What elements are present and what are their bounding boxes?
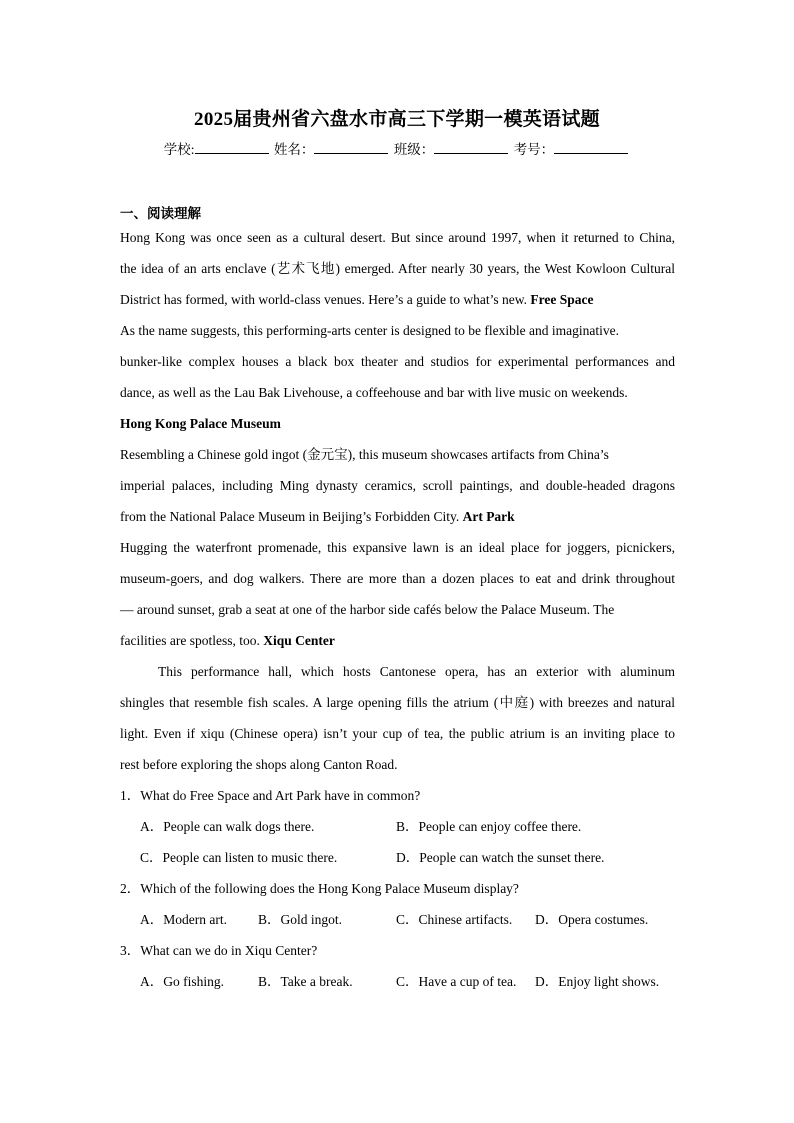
passage-line: Hugging the waterfront promenade, this expansive lawn is an ideal place for joggers, picnickers, (120, 540, 675, 555)
question-stem: 2．Which of the following does the Hong Kong Palace Museum display? (120, 881, 519, 896)
option-a[interactable]: A．People can walk dogs there. (140, 819, 315, 834)
passage-line: bunker-like complex houses a black box theater and studios for experimental performances and (120, 354, 675, 369)
option-row (120, 966, 675, 997)
passage-line: imperial palaces, including Ming dynasty ceramics, scroll paintings, and double-headed dragons (120, 478, 675, 493)
museum-heading: Hong Kong Palace Museum (120, 416, 281, 431)
section-title: 一、阅读理解 (120, 206, 201, 221)
class-blank[interactable] (434, 140, 508, 154)
option-b[interactable]: B．Take a break. (258, 974, 353, 989)
option-b[interactable]: B．People can enjoy coffee there. (396, 819, 582, 834)
option-b[interactable]: B．Gold ingot. (258, 912, 343, 927)
option-c[interactable]: C．Have a cup of tea. (396, 974, 517, 989)
passage-line: This performance hall, which hosts Cantonese opera, has an exterior with aluminum (158, 664, 675, 679)
passage-and-questions (120, 222, 675, 997)
xiqu-heading: Xiqu Center (263, 633, 335, 648)
question-stem: 3．What can we do in Xiqu Center? (120, 943, 318, 958)
option-c[interactable]: C．Chinese artifacts. (396, 912, 513, 927)
passage-line: rest before exploring the shops along Canton Road. (120, 757, 398, 772)
name-label: 姓名： (273, 142, 315, 157)
page-title: 2025届贵州省六盘水市高三下学期一模英语试题 (194, 109, 600, 130)
passage-line: the idea of an arts enclave (艺术飞地) emerged. After nearly 30 years, the West Kowloon Cultural (120, 261, 675, 276)
art-park-heading: Art Park (462, 509, 515, 524)
free-space-heading: Free Space (530, 292, 594, 307)
option-d[interactable]: D．People can watch the sunset there. (396, 850, 605, 865)
option-d[interactable]: D．Opera costumes. (535, 912, 649, 927)
school-label: 学校: (163, 142, 195, 157)
passage-line: from the National Palace Museum in Beijing’s Forbidden City. Art Park (120, 509, 515, 524)
option-a[interactable]: A．Go fishing. (140, 974, 224, 989)
passage-line: As the name suggests, this performing-arts center is designed to be flexible and imaginative. (120, 323, 619, 338)
option-c[interactable]: C．People can listen to music there. (140, 850, 338, 865)
passage-line: shingles that resemble fish scales. A large opening fills the atrium (中庭) with breezes and natural (120, 695, 675, 710)
option-row (120, 904, 675, 935)
student-info-line (0, 138, 794, 158)
passage-line: dance, as well as the Lau Bak Livehouse, a coffeehouse and bar with live music on weekends. (120, 385, 628, 400)
passage-line: museum-goers, and dog walkers. There are more than a dozen places to eat and drink throughout (120, 571, 675, 586)
passage-line: light. Even if xiqu (Chinese opera) isn’t your cup of tea, the public atrium is an inviting place to (120, 726, 675, 741)
option-a[interactable]: A．Modern art. (140, 912, 227, 927)
exam-number-label: 考号： (513, 142, 555, 157)
passage-line: facilities are spotless, too. Xiqu Center (120, 633, 335, 648)
school-blank[interactable] (195, 140, 269, 154)
option-row (120, 811, 675, 842)
class-label: 班级： (393, 142, 435, 157)
exam-number-blank[interactable] (554, 140, 628, 154)
option-d[interactable]: D．Enjoy light shows. (535, 974, 660, 989)
name-blank[interactable] (314, 140, 388, 154)
passage-line: — around sunset, grab a seat at one of the harbor side cafés below the Palace Museum. The (120, 602, 615, 617)
option-row (120, 842, 675, 873)
passage-line: District has formed, with world-class venues. Here’s a guide to what’s new. Free Space (120, 292, 594, 307)
passage-line: Hong Kong was once seen as a cultural desert. But since around 1997, when it returned to China, (120, 230, 675, 245)
passage-line: Resembling a Chinese gold ingot (金元宝), this museum showcases artifacts from China’s (120, 447, 609, 462)
question-stem: 1．What do Free Space and Art Park have in common? (120, 788, 421, 803)
